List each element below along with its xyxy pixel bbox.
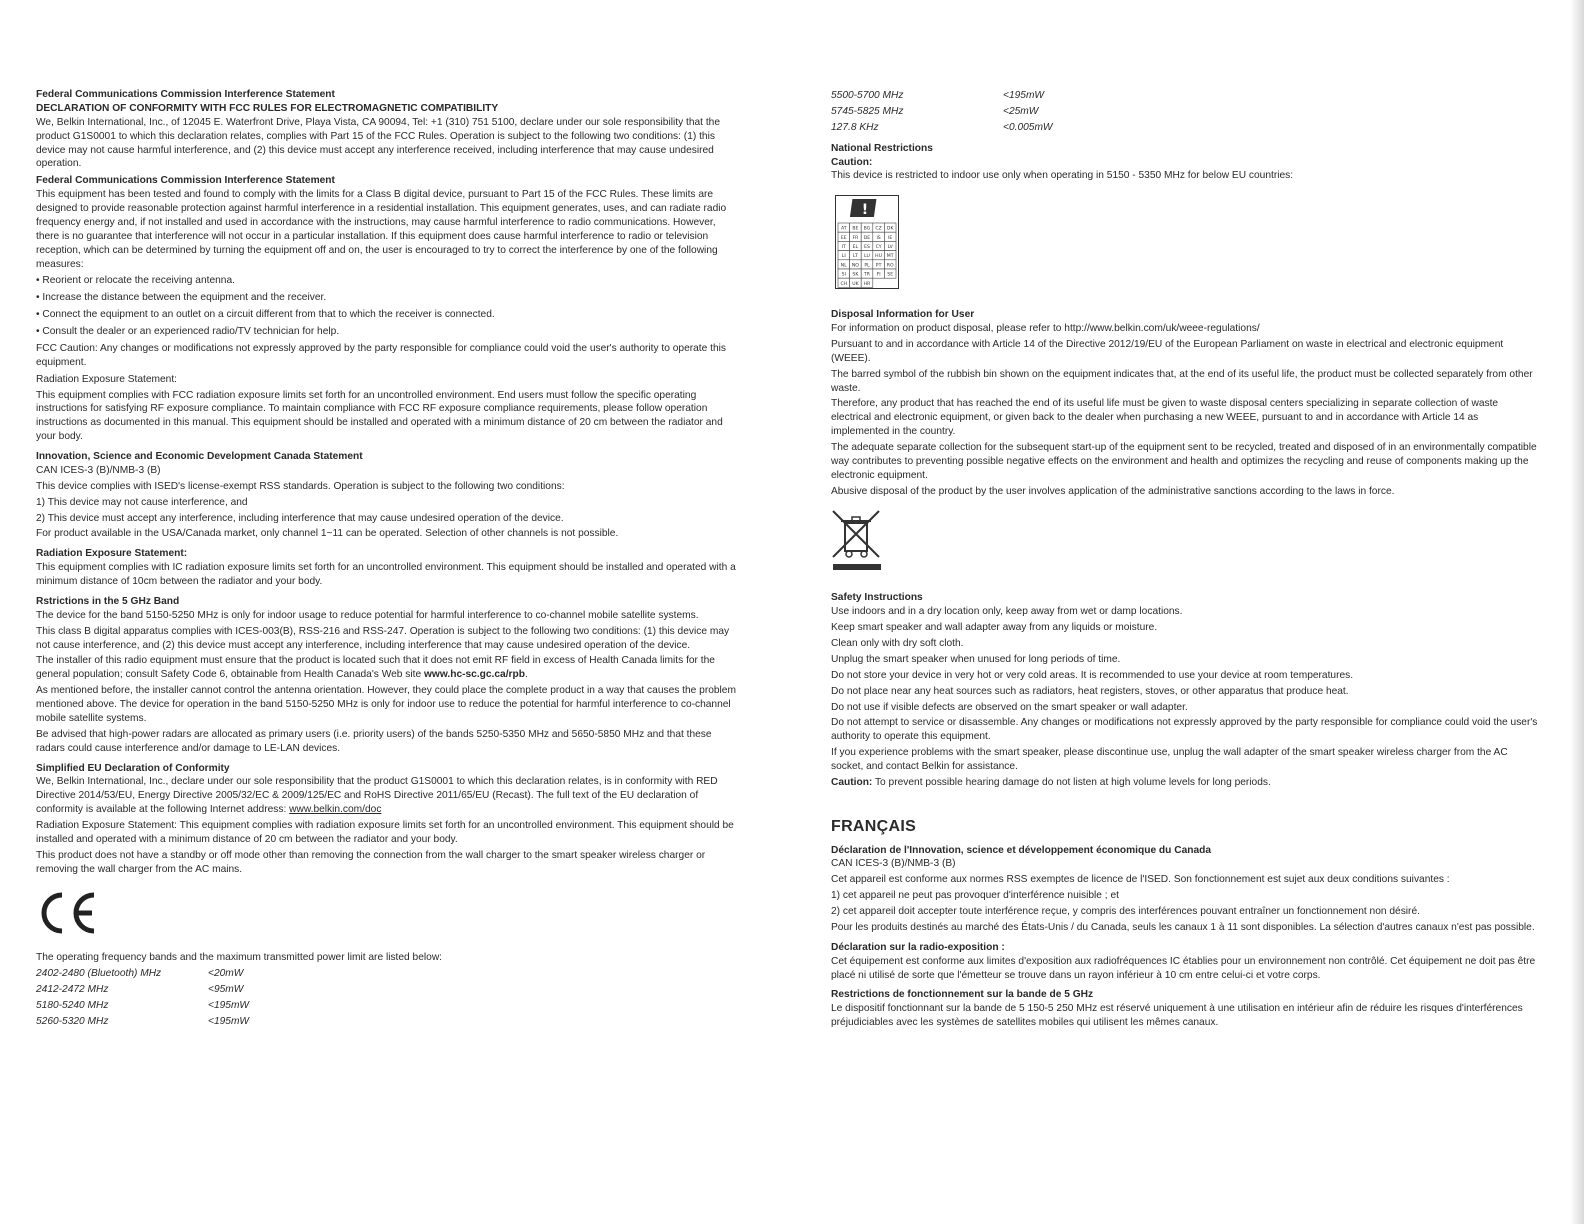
band-power: <20mW [208, 968, 244, 980]
country-code: CZ [875, 226, 882, 232]
band-paragraph-4: As mentioned before, the installer cannot control the antenna orientation. However, they could place the complete product in a way that causes the problem mentioned above. The device for operation in the band 5150-5250 MHz is only for indoor use to reduce the potential for harmful interference to co-channel mobile satellite systems. [36, 685, 736, 724]
country-code: LI [841, 254, 846, 260]
ised-channels: For product available in the USA/Canada market, only channel 1~11 can be operated. Selection of other channels is not possible. [36, 528, 619, 540]
country-code: BE [852, 226, 859, 232]
safety-caution-text: To prevent possible hearing damage do not listen at high volume levels for long periods. [872, 776, 1271, 788]
band-paragraph-5: Be advised that high-power radars are allocated as primary users (i.e. priority users) of the bands 5250-5350 MHz and 5650-5850 MHz and that these radars could cause interference and/or damage to LE-LAN devices. [36, 728, 712, 754]
band-power: <0.005mW [1003, 121, 1053, 133]
band-range: 5260-5320 MHz [36, 1016, 109, 1027]
country-code: IE [888, 236, 893, 242]
band-range: 5745-5825 MHz [831, 105, 904, 117]
french-section-title: FRANÇAIS [831, 817, 917, 835]
right-column [831, 88, 1539, 1032]
country-code: PL [864, 263, 870, 269]
crossed-bin-icon [831, 509, 1539, 576]
country-code: FR [852, 236, 859, 242]
disposal-paragraph-3: The barred symbol of the rubbish bin shown on the equipment indicates that, at the end of its useful life, the product must be collected separately from other waste. [831, 368, 1533, 394]
band-range: 5180-5240 MHz [36, 1000, 109, 1012]
band-range: 5500-5700 MHz [831, 90, 904, 101]
ised-heading: Innovation, Science and Economic Development Canada Statement [36, 451, 363, 462]
eu-p1-text: We, Belkin International, Inc., declare under our sole responsibility that the product G1S0001 to which this declaration relates, is in conformity with RED Directive 2014/53/EU, Energy Directive 2005/32/EC & 2009/125/EC and RoHS Directive 2011/65/EU (Recast). The full text of the EU declaration of conformity is available at the following Internet address: [36, 776, 718, 816]
safety-item: Keep smart speaker and wall adapter away from any liquids or moisture. [831, 622, 1158, 634]
country-code: PT [875, 263, 882, 269]
band-range: 2402-2480 (Bluetooth) MHz [36, 968, 162, 980]
band-p3-text: The installer of this radio equipment must ensure that the product is located such that it does not emit RF field in excess of Health Canada limits for the general population; consult Safety Code 6, obtainable from Health Canada's Web site [36, 655, 715, 681]
country-code: IS [876, 236, 881, 242]
band-paragraph-2: This class B digital apparatus complies with ICES-003(B), RSS-216 and RSS-247. Operation is subject to the following two conditions: (1) this device may not cause interference, and (2) this device must accept any interference, including interference that may cause undesired operation of the device. [36, 625, 730, 651]
bands-table-right [831, 88, 1053, 136]
safety-item: Do not store your device in very hot or very cold areas. It is recommended to use your device at room temperatures. [831, 669, 1354, 681]
safety-heading: Safety Instructions [831, 592, 923, 604]
fr-paragraph-2: Pour les produits destinés au marché des États-Unis / du Canada, seuls les canaux 1 à 11 sont disponibles. La sélection d'autres canaux n'est pas possible. [831, 921, 1535, 933]
fr-paragraph-1: Cet appareil est conforme aux normes RSS exemptes de licence de l'ISED. Son fonctionnement est sujet aux deux conditions suivantes : [831, 874, 1450, 886]
svg-text:!: ! [861, 202, 869, 219]
fr-condition-2: 2) cet appareil doit accepter toute interférence reçue, y compris des interférences pouvant entraîner un fonctionnement non désiré. [831, 906, 1420, 917]
table-row [831, 104, 1053, 120]
national-restrictions-text: This device is restricted to indoor use only when operating in 5150 - 5350 MHz for below EU countries: [831, 170, 1294, 182]
radiation-text: This equipment complies with FCC radiation exposure limits set forth for an uncontrolled environment. End users must follow the specific operating instructions for satisfying RF exposure compliance. To maintain compliance with FCC RF exposure compliance requirements, please follow operation instructions as documented in this manual. This equipment should be installed and operated with a minimum distance of 20 cm between the radiator and your body. [36, 389, 723, 443]
fr-rad-text: Cet équipement est conforme aux limites d'exposition aux radiofréquences IC établies pour un environnement non contrôlé. Cet équipement ne doit pas être placé ni utilisé de sorte que l'émetteur se trouve dans un rayon inférieur à 10 cm entre celui-ci et votre corps. [831, 955, 1536, 981]
list-item: • Reorient or relocate the receiving antenna. [36, 274, 738, 288]
band-paragraph-3 [36, 654, 738, 682]
country-code: CY [875, 245, 882, 251]
country-code: NL [840, 263, 847, 269]
country-grid [835, 195, 899, 289]
health-canada-link[interactable]: www.hc-sc.gc.ca/rpb [424, 669, 525, 681]
safety-item: Unplug the smart speaker when unused for long periods of time. [831, 653, 1121, 665]
measures-list [36, 274, 738, 339]
fcc-heading: Federal Communications Commission Interference Statement [36, 89, 335, 100]
safety-item: Use indoors and in a dry location only, keep away from wet or damp locations. [831, 606, 1183, 618]
disposal-paragraph-2: Pursuant to and in accordance with Article 14 of the Directive 2012/19/EU of the European Parliament on waste in electrical and electronic equipment (WEEE). [831, 338, 1504, 364]
band-power: <95mW [208, 984, 244, 996]
country-code: CH [840, 282, 848, 288]
list-item: • Consult the dealer or an experienced radio/TV technician for help. [36, 325, 738, 339]
country-code: ES [864, 245, 870, 251]
safety-item: If you experience problems with the smart speaker, please discontinue use, unplug the wall adapter of the smart speaker wireless charger from the AC socket, and contact Belkin for assistance. [831, 747, 1508, 772]
country-code: SI [841, 272, 846, 278]
eu-paragraph-2: Radiation Exposure Statement: This equipment complies with radiation exposure limits set forth for an uncontrolled environment. This equipment should be installed and operated with a minimum distance of 20 cm between the radiator and your body. [36, 820, 734, 845]
country-code: SE [887, 272, 894, 278]
country-code: NO [851, 263, 859, 269]
ce-mark-icon [36, 889, 738, 937]
eu-paragraph-3: This product does not have a standby or off mode other than removing the connection from the wall charger to the smart speaker wireless charger or removing the wall charger from the AC mains. [36, 849, 706, 875]
ised-text: This device complies with ISED's license-exempt RSS standards. Operation is subject to the following two conditions: [36, 480, 565, 492]
country-code: SK [852, 272, 859, 278]
country-code: MT [886, 254, 894, 260]
table-row [831, 120, 1053, 136]
left-column [36, 88, 738, 1030]
country-code: IT [841, 245, 846, 251]
band-power: <195mW [208, 1000, 250, 1012]
country-code: EL [852, 245, 859, 251]
safety-item: Clean only with dry soft cloth. [831, 638, 964, 649]
ised-condition-1: 1) This device may not cause interference, and [36, 496, 248, 508]
eu-heading: Simplified EU Declaration of Conformity [36, 762, 230, 774]
country-code: EE [840, 236, 847, 242]
eu-paragraph-1 [36, 775, 738, 817]
band-power: <195mW [208, 1016, 250, 1027]
band-p3-end: . [524, 669, 528, 681]
ised-condition-2: 2) This device must accept any interference, including interference that may cause undesired operation of the device. [36, 512, 564, 524]
table-row [831, 88, 1053, 104]
disposal-paragraph-5: The adequate separate collection for the subsequent start-up of the equipment sent to be recycled, treated and disposed of in an environmentally compatible way contributes to preventing possible negative effects on the environment and health and optimizes the recycling and reuse of components making up the electronic equipment. [831, 442, 1537, 481]
fr-rad-heading: Déclaration sur la radio-exposition : [831, 941, 1005, 953]
country-code: TR [864, 272, 870, 278]
disposal-paragraph-6: Abusive disposal of the product by the user involves application of the administrative sanctions according to the laws in force. [831, 485, 1395, 497]
country-code: LV [887, 245, 893, 251]
rad2-heading: Radiation Exposure Statement: [36, 548, 188, 560]
safety-caution-label: Caution: [831, 776, 873, 788]
country-restriction-icon [835, 195, 1539, 294]
table-row [36, 982, 249, 998]
country-code: FI [876, 272, 881, 278]
band-paragraph-1: The device for the band 5150-5250 MHz is only for indoor usage to reduce potential for harmful interference to co-channel mobile satellite systems. [36, 609, 699, 621]
bands-intro: The operating frequency bands and the maximum transmitted power limit are listed below: [36, 951, 443, 963]
band-power: <25mW [1003, 105, 1039, 117]
bands-table-left [36, 966, 249, 1030]
belkin-doc-link[interactable]: www.belkin.com/doc [289, 804, 382, 816]
country-code: UK [852, 282, 859, 288]
fcc-heading-2: Federal Communications Commission Interference Statement [36, 175, 335, 187]
country-code: DK [886, 226, 894, 232]
fr-heading: Déclaration de l'Innovation, science et développement économique du Canada [831, 844, 1212, 856]
caution-label: Caution: [831, 156, 873, 168]
fr-condition-1: 1) cet appareil ne peut pas provoquer d'interférence nuisible ; et [831, 890, 1119, 902]
list-item: • Connect the equipment to an outlet on a circuit different from that to which the receiver is connected. [36, 308, 738, 322]
fr-band-heading: Restrictions de fonctionnement sur la bande de 5 GHz [831, 989, 1094, 1001]
table-row [36, 998, 249, 1014]
doc-heading: DECLARATION OF CONFORMITY WITH FCC RULES FOR ELECTROMAGNETIC COMPATIBILITY [36, 102, 499, 114]
disposal-paragraph-1: For information on product disposal, please refer to http://www.belkin.com/uk/weee-regulations/ [831, 323, 1260, 334]
rad2-text: This equipment complies with IC radiation exposure limits set forth for an uncontrolled environment. This equipment should be installed and operated with a minimum distance of 10cm between the radiator and your body. [36, 562, 736, 587]
table-row [36, 1014, 249, 1030]
safety-item: Do not place near any heat sources such as radiators, heat registers, stoves, or other apparatus that produce heat. [831, 685, 1349, 697]
safety-caution [831, 776, 1539, 790]
country-code: HU [875, 254, 883, 260]
country-code: HR [863, 282, 871, 288]
disposal-paragraph-4: Therefore, any product that has reached the end of its useful life must be given to waste disposal centers specializing in separate collection of waste electrical and electronic equipment, or given back to the dealer when purchasing a new WEEE, pursuant to and in accordance with Article 14 as implemented in the country. [831, 398, 1499, 438]
list-item: • Increase the distance between the equipment and the receiver. [36, 291, 738, 305]
table-row [36, 966, 249, 982]
country-code: LT [853, 254, 858, 260]
band-range: 2412-2472 MHz [36, 984, 109, 996]
page-edge-shadow [1570, 0, 1584, 1224]
fr-band-text: Le dispositif fonctionnant sur la bande de 5 150-5 250 MHz est réservé uniquement à une utilisation en intérieur afin de réduire les risques d'interférences préjudiciables avec les systèmes de satellites mobiles qui utilisent les mêmes canaux. [831, 1003, 1523, 1029]
country-code: LU [864, 254, 870, 260]
fr-code: CAN ICES-3 (B)/NMB-3 (B) [831, 858, 956, 870]
disposal-heading: Disposal Information for User [831, 309, 975, 321]
ised-code: CAN ICES-3 (B)/NMB-3 (B) [36, 464, 161, 476]
national-restrictions-heading: National Restrictions [831, 142, 933, 154]
band-range: 127.8 KHz [831, 121, 879, 133]
country-code: DE [863, 236, 871, 242]
country-code: AT [841, 226, 847, 232]
country-code: BG [863, 226, 871, 232]
radiation-label: Radiation Exposure Statement: [36, 373, 178, 385]
fcc-text: This equipment has been tested and found to comply with the limits for a Class B digital device, pursuant to Part 15 of the FCC Rules. These limits are designed to provide reasonable protection against harmful interference in a residential installation. This equipment generates, uses, and can radiate radio frequency energy and, if not installed and used in accordance with the instructions, may cause harmful interference to radio communications. However, there is no guarantee that interference will not occur in a particular installation. If this equipment does cause harmful interference to radio or television reception, which can be determined by turning the equipment off and on, the user is encouraged to try to correct the interference by one of the following measures: [36, 189, 727, 270]
fcc-caution: FCC Caution: Any changes or modifications not expressly approved by the party responsible for compliance could void the user's authority to operate this equipment. [36, 342, 726, 368]
doc-text: We, Belkin International, Inc., of 12045 E. Waterfront Drive, Playa Vista, CA 90094, Tel: +1 (310) 751 5100, declare under our sole responsibility that the product G1S0001 to which this declaration relates, complies with Part 15 of the FCC Rules. Operation is subject to the following two conditions: (1) this device may not cause harmful interference, and (2) this device must accept any interference received, including interference that may cause undesired operation. [36, 116, 720, 170]
country-code: RO [886, 263, 894, 269]
safety-item: Do not attempt to service or disassemble. Any changes or modifications not expressly approved by the party responsible for compliance could void the user's authority to operate this equipment. [831, 717, 1538, 743]
safety-item: Do not use if visible defects are observed on the smart speaker or wall adapter. [831, 701, 1188, 713]
band-heading: Rstrictions in the 5 GHz Band [36, 595, 180, 607]
band-power: <195mW [1003, 90, 1045, 101]
